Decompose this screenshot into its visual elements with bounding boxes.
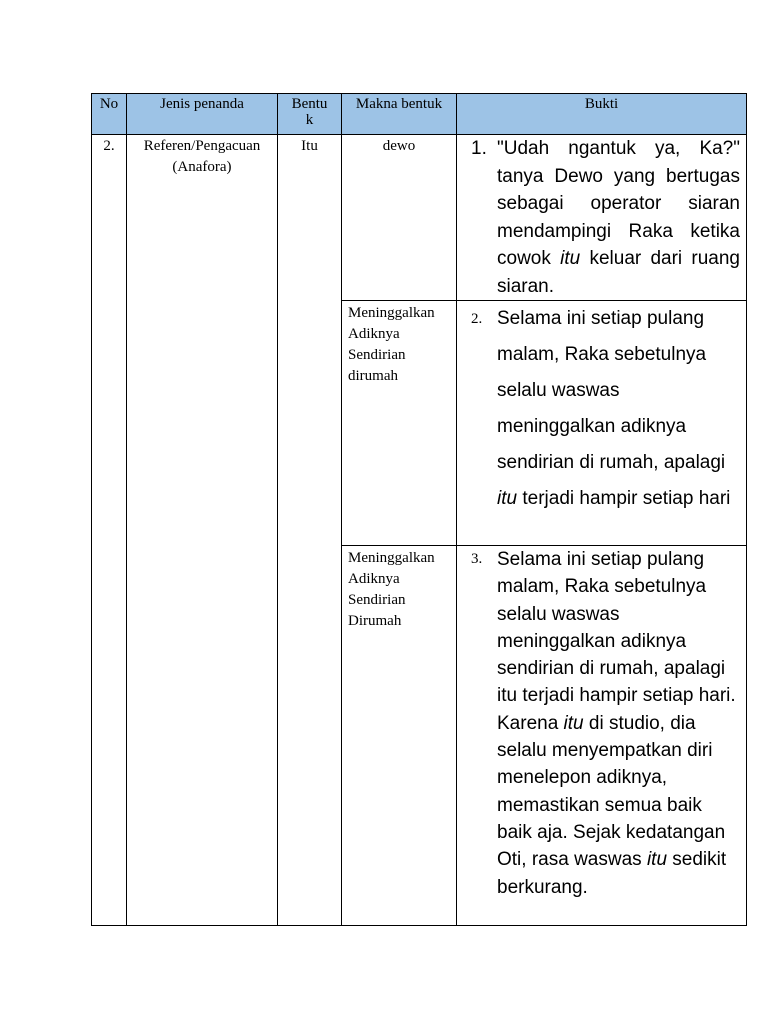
bukti-number: 1. xyxy=(471,138,487,159)
bukti-item-2 xyxy=(457,301,746,517)
cell-no: 2. xyxy=(92,135,127,926)
header-makna-bentuk: Makna bentuk xyxy=(342,94,457,135)
bukti-italic: itu xyxy=(563,712,584,734)
bukti-text-part: Selama ini setiap pulang malam, Raka sebetulnya selalu waswas meninggalkan adiknya sendirian di rumah, apalagi xyxy=(497,308,726,473)
header-no: No xyxy=(92,94,127,135)
bukti-italic: itu xyxy=(497,488,518,509)
bukti-text-part: "Udah ngantuk ya, Ka?" tanya Dewo yang bertugas sebagai operator siaran mendampingi Raka ketika cowok xyxy=(497,138,740,269)
bukti-text xyxy=(497,546,740,901)
bukti-italic: itu xyxy=(560,248,581,269)
bukti-item-1 xyxy=(457,135,746,300)
bukti-text-part: Selama ini setiap pulang malam, Raka sebetulnya selalu waswas meninggalkan adiknya sendirian di rumah, apalagi itu terjadi hampir setiap hari. Karena xyxy=(497,549,736,734)
cell-makna-1: dewo xyxy=(342,135,457,301)
bukti-text-part: terjadi hampir setiap hari xyxy=(517,488,731,509)
bukti-number: 3. xyxy=(471,551,483,567)
cell-jenis-penanda: Referen/Pengacuan (Anafora) xyxy=(127,135,278,926)
bukti-number: 2. xyxy=(471,311,483,327)
bukti-text-part: di studio, dia selalu menyempatkan diri menelepon adiknya, memastikan semua baik baik aja. Sejak kedatangan Oti, rasa waswas xyxy=(497,712,726,871)
bukti-text xyxy=(497,135,740,300)
cell-bukti-1 xyxy=(457,135,747,301)
bukti-text-part: sedikit berkurang. xyxy=(497,849,727,898)
bukti-italic: itu xyxy=(646,849,668,871)
cell-makna-2: Meninggalkan Adiknya Sendirian dirumah xyxy=(342,301,457,546)
bukti-text xyxy=(497,301,740,517)
cell-bukti-2 xyxy=(457,301,747,546)
analysis-table xyxy=(91,93,747,926)
cell-makna-3: Meninggalkan Adiknya Sendirian Dirumah xyxy=(342,546,457,926)
header-bentuk: Bentu k xyxy=(278,94,342,135)
bukti-text-part: keluar dari ruang siaran. xyxy=(497,248,740,297)
header-bukti: Bukti xyxy=(457,94,747,135)
bukti-item-3 xyxy=(457,546,746,901)
table-row xyxy=(92,135,747,301)
cell-bentuk: Itu xyxy=(278,135,342,926)
header-jenis-penanda: Jenis penanda xyxy=(127,94,278,135)
cell-bukti-3 xyxy=(457,546,747,926)
table-header-row xyxy=(92,94,747,135)
